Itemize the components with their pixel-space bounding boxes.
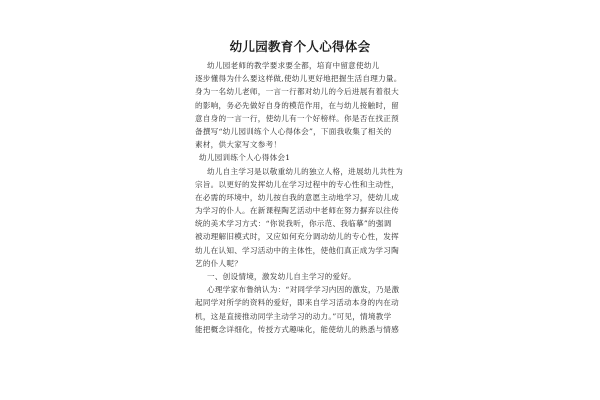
body-line: 身为一名幼儿老师，一言一行都对幼儿的今后进展有着很大	[195, 87, 399, 97]
document-title: 幼儿园教育个人心得体会	[229, 39, 371, 54]
body-line: 一、创设情境，激发幼儿自主学习的爱好。	[207, 272, 357, 281]
body-line: 在必需的环境中，幼儿按自我的意愿主动地学习，使幼儿成	[195, 192, 399, 202]
body-line: 被动理解旧模式时，又应如何充分调动幼儿的专心性，发挥	[195, 232, 399, 242]
section-heading: 幼儿园训练个人心得体会1	[199, 153, 291, 163]
body-line: 幼儿在认知、学习活动中的主体性，使他们真正成为学习陶	[195, 245, 399, 255]
body-line: 逐步懂得为什么要这样做,使幼儿更好地把握生活自理力量。	[195, 74, 402, 84]
body-line: 宗旨。以更好的发挥幼儿在学习过程中的专心性和主动性，	[195, 179, 399, 189]
body-line: 备撰写“幼儿园训练个人心得体会”，下面我收集了相关的	[195, 126, 392, 136]
body-line: 意自身的一言一行，使幼儿有一个好榜样。你是否在找正预	[195, 113, 399, 123]
body-line: 心理学家布鲁纳认为：“对同学学习内因的激发，乃是激	[207, 285, 400, 295]
body-line: 能把概念详细化，传授方式趣味化，能使幼儿的熟悉与情感	[195, 324, 399, 334]
body-line: 素材，供大家写文参考！	[195, 140, 282, 150]
body-line: 机，这是直接推动同学主动学习的动力。”可见，情境教学	[195, 311, 392, 321]
body-line: 幼儿园老师的教学要求要全都，培育中留意使幼儿	[207, 61, 380, 70]
body-line: 幼儿自主学习是以敬重幼儿的独立人格，进展幼儿共性为	[207, 166, 404, 176]
body-line: 为学习的仆人。在新课程陶艺活动中老师在努力摒弃以往传	[195, 206, 399, 216]
document-body	[195, 59, 409, 336]
body-line: 起同学对所学的资料的爱好，即来自学习活动本身的内在动	[195, 298, 399, 308]
body-line: 统的美术学习方式：“你说我听，你示范、我临摹”的强调	[195, 219, 392, 229]
body-line: 的影响，务必先做好自身的模范作用，在与幼儿接触时，留	[195, 100, 399, 110]
body-line: 艺的仆人呢？	[195, 258, 243, 268]
